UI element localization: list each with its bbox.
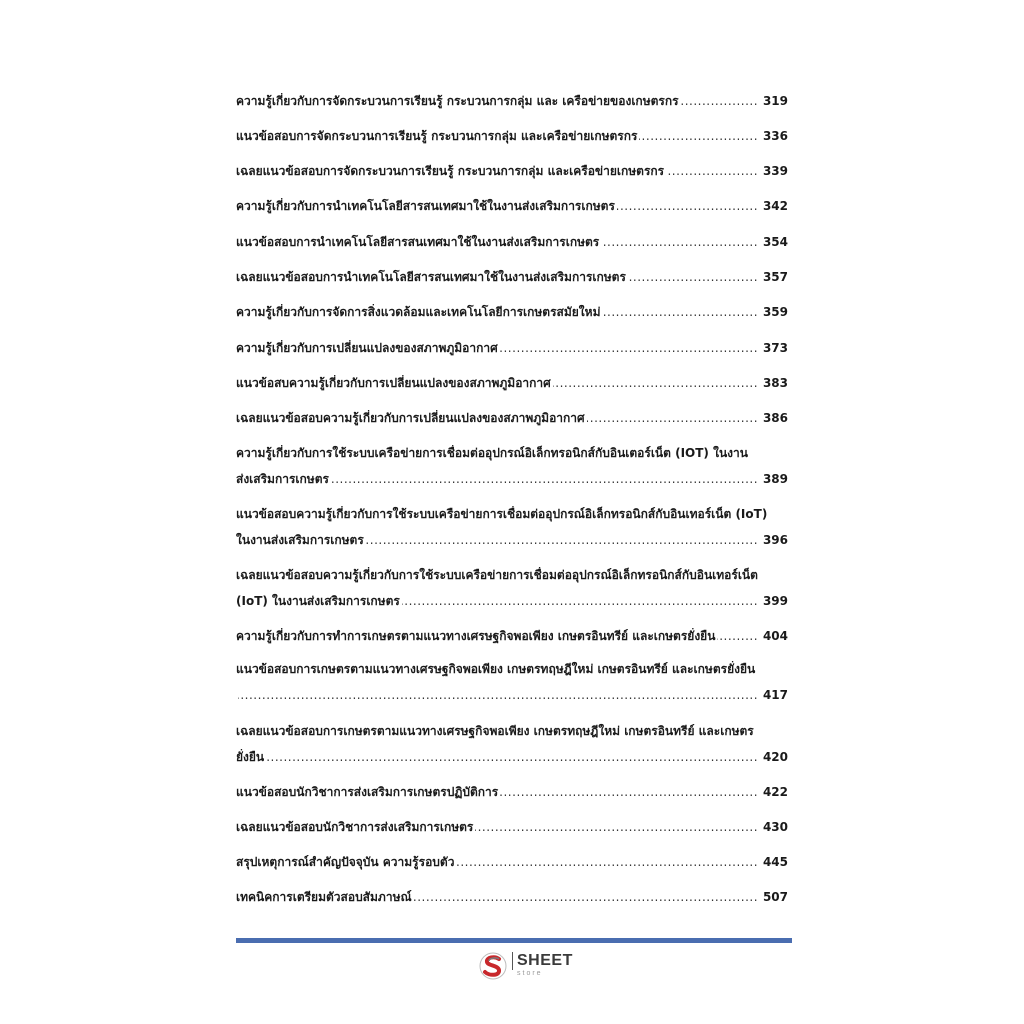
toc-entry-title: สรุปเหตุการณ์สำคัญปัจจุบัน ความรู้รอบตัว (236, 855, 455, 869)
toc-entry-title (236, 688, 238, 702)
toc-entry-title: ยั่งยืน (236, 750, 265, 764)
toc-page-number: 404 (760, 628, 788, 644)
toc-page-number: 342 (760, 198, 788, 214)
toc-page-number: 507 (760, 889, 788, 905)
toc-page-number: 389 (760, 471, 788, 487)
toc-page-number: ..... 417 (760, 687, 788, 703)
toc-page-number: 339 (760, 163, 788, 179)
toc-entry-title: ความรู้เกี่ยวกับการทำการเกษตรตามแนวทางเศรษฐกิจพอเพียง เกษตรอินทรีย์ และเกษตรยั่งยืน (236, 629, 716, 643)
toc-entry-title: (IoT) ในงานส่งเสริมการเกษตร (236, 594, 400, 608)
toc-page-number: 336 (760, 128, 788, 144)
toc-entry-title: ส่งเสริมการเกษตร (236, 472, 329, 486)
toc-entry-title: ความรู้เกี่ยวกับการจัดกระบวนการเรียนรู้ กระบวนการกลุ่ม และ เครือข่ายของเกษตรกร (236, 94, 679, 108)
sheet-logo-icon (478, 951, 508, 981)
toc-entry-title: เฉลยแนวข้อสอบความรู้เกี่ยวกับการเปลี่ยนแปลงของสภาพภูมิอากาศ (236, 411, 585, 425)
toc-page-number: 396 (760, 532, 788, 548)
toc-entry-title: เฉลยแนวข้อสอบการนำเทคโนโลยีสารสนเทศมาใช้ในงานส่งเสริมการเกษตร (236, 270, 626, 284)
toc-entry-title: ความรู้เกี่ยวกับการจัดการสิ่งแวดล้อมและเทคโนโลยีการเกษตรสมัยใหม่ (236, 305, 601, 319)
toc-page-number: 399 (760, 593, 788, 609)
toc-page-number: 383 (760, 375, 788, 391)
toc-page-number: 357 (760, 269, 788, 285)
toc-entry-title: แนวข้อสอบความรู้เกี่ยวกับการใช้ระบบเครือข่ายการเชื่อมต่ออุปกรณ์อิเล็กทรอนิกส์กับอินเทอร์เน็ต (IoT) (236, 507, 768, 521)
toc-page-number: 386 (760, 410, 788, 426)
toc-page-number: 373 (760, 340, 788, 356)
sheet-store-logo (478, 951, 588, 981)
toc-entry-title: ความรู้เกี่ยวกับการนำเทคโนโลยีสารสนเทศมาใช้ในงานส่งเสริมการเกษตร (236, 199, 615, 213)
toc-entry-title: เฉลยแนวข้อสอบการเกษตรตามแนวทางเศรษฐกิจพอเพียง เกษตรทฤษฎีใหม่ เกษตรอินทรีย์ และเกษตร (236, 724, 754, 738)
toc-entry-title: แนวข้อสอบการนำเทคโนโลยีสารสนเทศมาใช้ในงานส่งเสริมการเกษตร (236, 235, 600, 249)
toc-page-number: 359 (760, 304, 788, 320)
toc-page-number: 354 (760, 234, 788, 250)
toc-entry-title: ในงานส่งเสริมการเกษตร (236, 533, 364, 547)
toc-page-number: 445 (760, 854, 788, 870)
logo-wordmark: SHEET (512, 952, 573, 970)
logo-subtext: store (517, 970, 543, 977)
toc-entry-title: เฉลยแนวข้อสอบนักวิชาการส่งเสริมการเกษตร (236, 820, 474, 834)
toc-page-number: 430 (760, 819, 788, 835)
toc-entry-title: ความรู้เกี่ยวกับการใช้ระบบเครือข่ายการเชื่อมต่ออุปกรณ์อิเล็กทรอนิกส์กับอินเตอร์เน็ต (IOT) ในงาน (236, 446, 748, 460)
toc-page-number: 420 (760, 749, 788, 765)
toc-entry-title: เฉลยแนวข้อสอบการจัดกระบวนการเรียนรู้ กระบวนการกลุ่ม และเครือข่ายเกษตรกร (236, 164, 665, 178)
toc-entry-title: แนวข้อสบความรู้เกี่ยวกับการเปลี่ยนแปลงของสภาพภูมิอากาศ (236, 376, 551, 390)
toc-page-number: 422 (760, 784, 788, 800)
toc-entry-title: แนวข้อสอบการจัดกระบวนการเรียนรู้ กระบวนการกลุ่ม และเครือข่ายเกษตรกร (236, 129, 638, 143)
toc-entry-title: เทคนิคการเตรียมตัวสอบสัมภาษณ์ (236, 890, 412, 904)
toc-page-number: 319 (760, 93, 788, 109)
toc-entry-title: แนวข้อสอบนักวิชาการส่งเสริมการเกษตรปฏิบัติการ (236, 785, 499, 799)
toc-entry-title: ความรู้เกี่ยวกับการเปลี่ยนแปลงของสภาพภูมิอากาศ (236, 341, 498, 355)
toc-entry-title: เฉลยแนวข้อสอบความรู้เกี่ยวกับการใช้ระบบเครือข่ายการเชื่อมต่ออุปกรณ์อิเล็กทรอนิกส์กับอินเทอร์เน็ต (236, 568, 758, 582)
footer-rule (236, 938, 792, 943)
toc-entry-title: แนวข้อสอบการเกษตรตามแนวทางเศรษฐกิจพอเพียง เกษตรทฤษฎีใหม่ เกษตรอินทรีย์ และเกษตรยั่งยืน (236, 662, 756, 676)
